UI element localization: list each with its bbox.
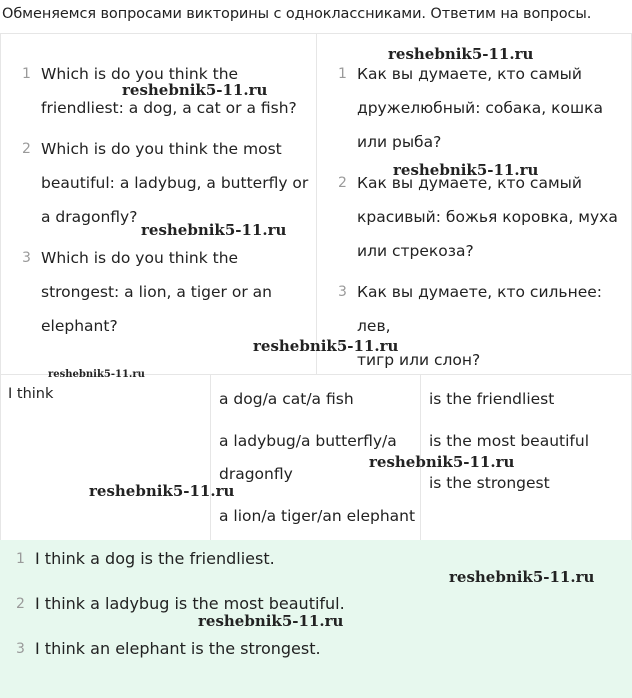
question-en-2	[22, 132, 312, 234]
answer-1	[16, 549, 275, 568]
table-cell-adj-1: is the friendliest	[429, 390, 555, 408]
answer-text: I think a ladybug is the most beautiful.	[35, 594, 345, 613]
table-cell-adj-3: is the strongest	[429, 474, 550, 492]
answer-2	[16, 594, 345, 613]
table-cell-adj-2: is the most beautiful	[429, 432, 590, 450]
watermark: reshebnik5-11.ru	[369, 453, 515, 471]
question-ru-1	[338, 57, 628, 159]
grid-line-vertical-top	[316, 33, 317, 374]
question-line: Which is do you think the	[41, 65, 239, 83]
question-line: красивый: божья коровка, муха	[357, 208, 618, 226]
table-cell-animals-3: a lion/a tiger/an elephant	[219, 507, 416, 525]
question-line: Which is do you think the most	[41, 140, 282, 158]
answer-number: 2	[16, 596, 25, 612]
table-cell-animals-2a: a ladybug/a butterfly/a	[219, 432, 397, 450]
question-ru-3	[338, 275, 628, 377]
watermark: reshebnik5-11.ru	[198, 612, 344, 630]
watermark: reshebnik5-11.ru	[388, 45, 534, 63]
table-cell-i-think: I think	[8, 386, 54, 402]
question-line: тигр или слон?	[357, 351, 481, 369]
question-line: a dragonfly?	[41, 208, 138, 226]
watermark: reshebnik5-11.ru	[253, 337, 399, 355]
question-line: Which is do you think the	[41, 249, 239, 267]
question-line: Как вы думаете, кто самый	[357, 65, 582, 83]
question-line: friendliest: a dog, a cat or a fish?	[41, 99, 297, 117]
answer-number: 3	[16, 641, 25, 657]
answer-3	[16, 639, 321, 658]
question-number: 3	[22, 250, 31, 266]
question-line: Как вы думаете, кто сильнее: лев,	[357, 283, 602, 335]
question-number: 2	[22, 141, 31, 157]
watermark: reshebnik5-11.ru	[141, 221, 287, 239]
question-ru-2	[338, 166, 628, 268]
question-line: Как вы думаете, кто самый	[357, 174, 582, 192]
question-number: 1	[338, 66, 347, 82]
question-en-3	[22, 241, 312, 343]
watermark: reshebnik5-11.ru	[48, 369, 145, 380]
grid-line-left	[0, 33, 1, 540]
watermark: reshebnik5-11.ru	[449, 568, 595, 586]
watermark: reshebnik5-11.ru	[122, 81, 268, 99]
table-cell-animals-2b: dragonfly	[219, 465, 293, 483]
question-line: strongest: a lion, a tiger or an	[41, 283, 272, 301]
question-line: beautiful: a ladybug, a butterfly or	[41, 174, 309, 192]
answer-number: 1	[16, 551, 25, 567]
answer-text: I think a dog is the friendliest.	[35, 549, 275, 568]
grid-line-vertical-a	[210, 374, 211, 540]
question-number: 3	[338, 284, 347, 300]
table-cell-animals-1: a dog/a cat/a fish	[219, 390, 354, 408]
question-line: или рыба?	[357, 133, 442, 151]
watermark: reshebnik5-11.ru	[89, 482, 235, 500]
question-line: elephant?	[41, 317, 118, 335]
watermark: reshebnik5-11.ru	[393, 161, 539, 179]
question-line: или стрекоза?	[357, 242, 474, 260]
question-number: 1	[22, 66, 31, 82]
answer-text: I think an elephant is the strongest.	[35, 639, 321, 658]
question-number: 2	[338, 175, 347, 191]
exercise-heading: Обменяемся вопросами викторины с одноклассниками. Ответим на вопросы.	[2, 6, 592, 22]
question-line: дружелюбный: собака, кошка	[357, 99, 604, 117]
